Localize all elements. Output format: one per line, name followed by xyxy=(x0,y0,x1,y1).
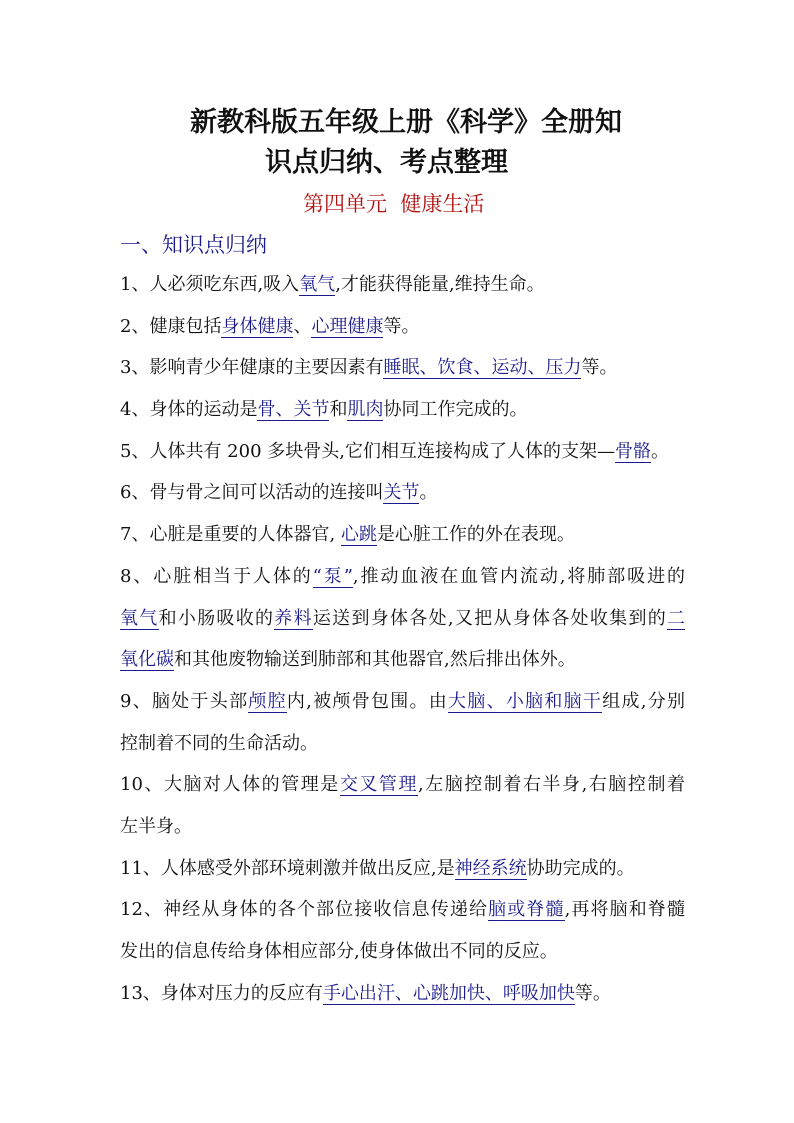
key-term: 大脑、小脑和脑干 xyxy=(448,690,603,712)
text-line xyxy=(120,562,685,604)
text-line xyxy=(120,895,685,937)
key-term: 心跳 xyxy=(340,524,377,546)
text-segment: 等。 xyxy=(574,982,611,1004)
text-segment: 。 xyxy=(650,440,669,462)
knowledge-point-item xyxy=(120,770,685,853)
text-line xyxy=(120,854,685,896)
key-term: 心理健康 xyxy=(311,315,384,337)
text-segment: ,再将脑和脊髓 xyxy=(564,899,685,921)
text-segment: 和 xyxy=(329,399,348,421)
knowledge-point-item xyxy=(120,353,685,395)
text-line xyxy=(120,395,685,437)
text-segment: 组成,分别 xyxy=(602,690,686,712)
text-line xyxy=(120,937,685,979)
text-segment: 发出的信息传给身体相应部分,使身体做出不同的反应。 xyxy=(120,941,558,962)
text-line xyxy=(120,979,685,1021)
text-segment: 、 xyxy=(293,315,312,337)
knowledge-point-item xyxy=(120,854,685,896)
text-segment: 和其他废物输送到肺部和其他器官,然后排出体外。 xyxy=(174,649,576,671)
knowledge-point-item xyxy=(120,520,685,562)
text-segment: 5、人体共有 200 多块骨头,它们相互连接构成了人体的支架— xyxy=(120,440,615,462)
text-segment: 协同工作完成的。 xyxy=(383,399,528,421)
text-line xyxy=(120,770,685,812)
knowledge-point-item xyxy=(120,437,685,479)
key-term: 骨、关节 xyxy=(257,399,330,421)
text-segment: 运送到身体各处,又把从身体各处收集到的 xyxy=(312,607,668,629)
text-line xyxy=(120,645,685,687)
knowledge-points-list xyxy=(120,270,685,1020)
text-segment: 7、心脏是重要的人体器官, xyxy=(120,524,341,546)
key-term: 关节 xyxy=(383,482,420,504)
text-segment: 8、心脏相当于人体的 xyxy=(120,565,313,587)
key-term: 身体健康 xyxy=(221,315,294,337)
key-term: 氧气 xyxy=(299,274,336,295)
document-title-line-1: 新教科版五年级上册《科学》全册知 xyxy=(190,107,622,138)
text-segment: 左半身。 xyxy=(120,815,192,837)
text-segment: 6、骨与骨之间可以活动的连接叫 xyxy=(120,482,384,504)
key-term: 脑或脊髓 xyxy=(488,899,565,921)
knowledge-point-item xyxy=(120,478,685,520)
text-line xyxy=(120,520,685,562)
text-line xyxy=(120,312,685,354)
knowledge-point-item xyxy=(120,687,685,770)
text-line xyxy=(120,812,685,854)
text-segment: 是心脏工作的外在表现。 xyxy=(376,524,575,546)
text-segment: 协助完成的。 xyxy=(526,857,635,879)
text-segment: 2、健康包括 xyxy=(120,315,222,337)
knowledge-point-item xyxy=(120,895,685,978)
knowledge-point-item xyxy=(120,312,685,354)
knowledge-point-item xyxy=(120,562,685,687)
section-heading: 一、知识点归纳 xyxy=(120,233,267,257)
key-term: 手心出汗、心跳加快、呼吸加快 xyxy=(322,982,575,1004)
text-segment: 等。 xyxy=(383,315,420,337)
text-segment: 11、人体感受外部环境刺激并做出反应,是 xyxy=(120,857,455,879)
key-term: 肌肉 xyxy=(347,399,384,421)
key-term: “泵” xyxy=(312,565,353,587)
text-segment: 内,被颅骨包围。由 xyxy=(286,690,449,712)
key-term: 神经系统 xyxy=(454,857,527,879)
text-line xyxy=(120,687,685,729)
key-term: 氧气 xyxy=(120,607,159,629)
knowledge-point-item xyxy=(120,395,685,437)
knowledge-point-item xyxy=(120,270,685,312)
text-segment: 控制着不同的生命活动。 xyxy=(120,732,318,754)
text-segment: 10、大脑对人体的管理是 xyxy=(120,774,340,796)
key-term: 骨骼 xyxy=(614,440,651,462)
text-segment: 。 xyxy=(419,482,438,504)
text-segment: ,推动血液在血管内流动,将肺部吸进的 xyxy=(352,565,685,587)
key-term: 颅腔 xyxy=(248,690,287,712)
text-segment: 3、影响青少年健康的主要因素有 xyxy=(120,357,384,379)
key-term: 交叉管理 xyxy=(339,774,419,796)
text-segment: 12、神经从身体的各个部位接收信息传递给 xyxy=(120,899,489,921)
knowledge-point-item xyxy=(120,979,685,1021)
key-term: 氧化碳 xyxy=(120,649,174,671)
key-term: 二 xyxy=(667,607,686,629)
key-term: 睡眠、饮食、运动、压力 xyxy=(383,357,582,379)
text-line xyxy=(120,270,685,312)
text-segment: ,才能获得能量,维持生命。 xyxy=(335,274,545,295)
text-line xyxy=(120,604,685,646)
unit-subtitle: 第四单元 健康生活 xyxy=(303,192,485,216)
document-title-line-2: 识点归纳、考点整理 xyxy=(265,147,508,178)
text-segment: 9、脑处于头部 xyxy=(120,690,249,712)
text-segment: 1、人必须吃东西,吸入 xyxy=(120,274,300,295)
text-line xyxy=(120,437,685,479)
text-line xyxy=(120,353,685,395)
text-segment: 4、身体的运动是 xyxy=(120,399,258,421)
text-segment: 等。 xyxy=(581,357,618,379)
text-segment: ,左脑控制着右半身,右脑控制着 xyxy=(418,774,686,796)
key-term: 养料 xyxy=(274,607,313,629)
text-line xyxy=(120,729,685,771)
text-segment: 13、身体对压力的反应有 xyxy=(120,982,323,1004)
text-line xyxy=(120,478,685,520)
text-segment: 和小肠吸收的 xyxy=(158,607,275,629)
